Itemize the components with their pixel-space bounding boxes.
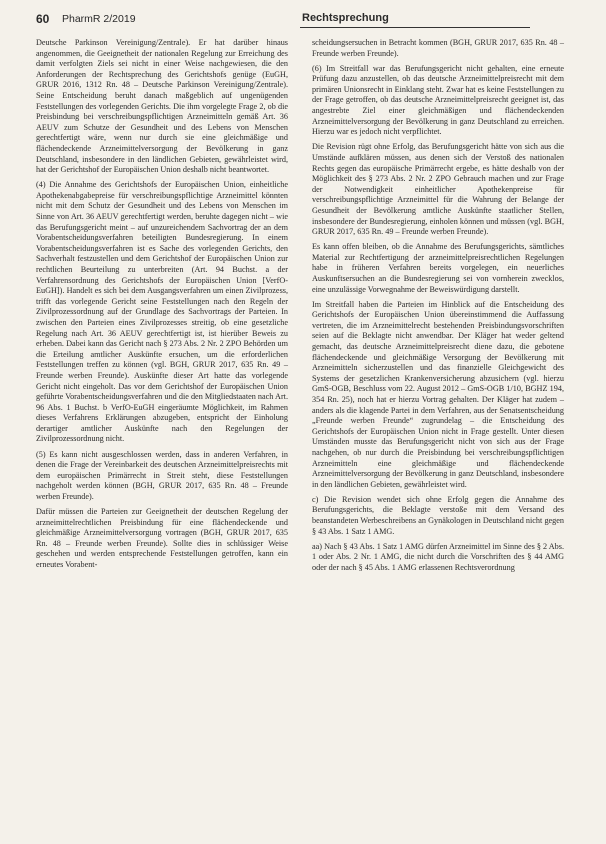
header-rule [300, 27, 530, 28]
paragraph: aa) Nach § 43 Abs. 1 Satz 1 AMG dürfen Arzneimittel im Sinne des § 2 Abs. 1 oder Abs. 2 Nr. 1 AMG, die nicht durch die Vorschriften des § 44 AMG oder der nach § 45 Abs. 1 AMG erlassenen Rechtsverordnung [312, 541, 564, 572]
paragraph: Es kann offen bleiben, ob die Annahme des Berufungsgerichts, sämtliches Material zur Rechtfertigung der arzneimittelpreisrechtlichen Regelungen habe in früheren Verfahren bereits vorgelegen, ein neuerliches Auskunftsersuchen an die Bundesregierung sei von vornherein zwecklos, eine unzulässige Vorwegnahme der Beweiswürdigung darstellt. [312, 242, 564, 294]
paragraph: (6) Im Streitfall war das Berufungsgericht nicht gehalten, eine erneute Prüfung dazu anzustellen, ob das deutsche Arzneimittelpreisrecht mit dem primären Unionsrecht in Einklang steht. Zwar hat es keine Feststellungen zu der Frage getroffen, ob das deutsche Arzneimittelpreisrecht geeignet ist, das angestrebte Ziel einer gleichmäßigen und flächendeckenden Arzneimittelversorgung der Bevölkerung in ganz Deutschland zu erreichen. Hierzu war es jedoch nicht verpflichtet. [312, 63, 564, 137]
page-number: 60 [36, 12, 50, 26]
paragraph: (4) Die Annahme des Gerichtshofs der Europäischen Union, einheitliche Apothekenabgabepreise für verschreibungspflichtige Arzneimittel könnten nicht mit dem Schutz der Gesundheit und des Lebens von Menschen im Sinne von Art. 36 AEUV gerechtfertigt werden, beruhte dagegen nicht – wie das Berufungsgericht meint – auf unzureichendem Sachvortrag der an dem Vorabentscheidungsverfahren beteiligten Bundesregierung. In einem Vorabentscheidungsverfahren ist es Sache des vorlegenden Gerichts, den Sachverhalt festzustellen und dem Gerichtshof der Europäischen Union zur rechtlichen Beurteilung zu unterbreiten (Art. 94 Buchst. a der Verfahrensordnung des Gerichtshofs der Europäischen Union [VerfO-EuGH]). Handelt es sich bei dem Ausgangsverfahren um einen Zivilprozess, trifft das vorlegende Gericht seine Feststellungen nach den Regeln der Zivilprozessordnung auf der Grundlage des Sachvortrags der Parteien. In zwischen den Parteien eines Zivilprozesses streitig, ob eine gesetzliche Regelung nach Art. 36 AEUV gerechtfertigt ist, ist hierüber Beweis zu erheben. Dabei kann das Gericht nach § 273 Abs. 2 Nr. 2 ZPO Behörden um die Erteilung amtlicher Auskünfte ersuchen, um die erforderlichen Feststellungen treffen zu können (vgl. BGH, GRUR 2017, 635 Rn. 49 – Freunde werben Freunde). Auskünfte dieser Art hatte das vorlegende Gericht nicht eingeholt. Das vor dem Gerichtshof der Europäischen Union geführte Vorabentscheidungsverfahren und die den Mitgliedstaaten nach Art. 96 Abs. 1 Buchst. b VerfO-EuGH eingeräumte Möglichkeit, im Rahmen dieses Verfahrens Erklärungen abzugeben, entspricht der Einholung derartiger amtlicher Auskünfte nach den Regelungen der Zivilprozessordnung nicht. [36, 180, 288, 444]
paragraph: Die Revision rügt ohne Erfolg, das Berufungsgericht hätte von sich aus die Umstände aufklären müssen, aus denen sich der Verstoß des nationalen Rechts gegen das europäische Primärrecht ergebe, es hätte deshalb von der Möglichkeit des § 273 Abs. 2 Nr. 2 ZPO Gebrauch machen und zur Frage der Notwendigkeit einheitlicher Apothekenpreise für verschreibungspflichtige Arzneimittel für die Wahrung der Belange der Gesundheit der Bevölkerung amtliche Auskünfte staatlicher Stellen, insbesondere der Bundesregierung, einholen können und müssen (vgl. BGH, GRUR 2017, 635 Rn. 49 – Freunde werben Freunde). [312, 142, 564, 237]
left-column [36, 38, 288, 575]
paragraph: scheidungsersuchen in Betracht kommen (BGH, GRUR 2017, 635 Rn. 48 – Freunde werben Freunde). [312, 38, 564, 58]
paragraph: (5) Es kann nicht ausgeschlossen werden, dass in anderen Verfahren, in denen die Frage der Vereinbarkeit des deutschen Arzneimittelpreisrechts mit dem europäischen Primärrecht in Streit steht, diese Feststellungen nachgeholt werden können (BGH, GRUR 2017, 635 Rn. 48 – Freunde werben Freunde). [36, 449, 288, 501]
right-column [312, 38, 564, 578]
paragraph: Deutsche Parkinson Vereinigung/Zentrale). Er hat darüber hinaus angenommen, die Geeignetheit der nationalen Regelung zur Erreichung des damit verfolgten Ziels sei nicht in einer Weise nachgewiesen, die den Anforderungen der Rechtsprechung des Gerichtshofs genüge (EuGH, GRUR 2016, 1312 Rn. 48 – Deutsche Parkinson Vereinigung/Zentrale). Seine Entscheidung beruht danach maßgeblich auf ungenügenden Feststellungen des vorlegenden Gerichts. Die ihm vorgelegte Frage 2, ob die Preisbindung bei verschreibungspflichtigen Arzneimitteln gemäß Art. 36 AEUV zum Schutze der Gesundheit und des Lebens von Menschen gerechtfertigt wäre, wenn nur durch sie eine gleichmäßige und flächendeckende Arzneimittelversorgung der Bevölkerung in ganz Deutschland, insbesondere in den ländlichen Gebieten, gewährleistet wird, hat der Gerichtshof der Europäischen Union deshalb nicht beantwortet. [36, 38, 288, 175]
page-header [36, 8, 576, 30]
paragraph: Im Streitfall haben die Parteien im Hinblick auf die Entscheidung des Gerichtshofs der Europäischen Union übereinstimmend die Auffassung vertreten, die im Arzneimittelrecht bestehenden Preisbindungsvorschriften seien auf die Beklagte nicht anwendbar. Der Kläger hat weder geltend gemacht, das deutsche Arzneimittelpreisrecht diene dazu, die gebotene flächendeckende und gleichmäßige Versorgung der Bevölkerung mit Arzneimitteln sicherzustellen und das finanzielle Gleichgewicht des Systems der gesetzlichen Krankenversicherung abzusichern (vgl. hierzu GmS-OGB, Beschluss vom 22. August 2012 – GmS-OGB 1/10, BGHZ 194, 354 Rn. 25), noch hat er hierzu Vortrag gehalten. Der Kläger hat zudem – anders als die klagende Partei in dem Verfahren, aus der Senatsentscheidung „Freunde werben Freunde“ zugrundelag – die Entscheidung des Gerichtshofs der Europäischen Union nicht in Frage gestellt. Unter diesen Umständen musste das Berufungsgericht nicht von sich aus der Frage nachgehen, ob nur durch die Preisbindung bei verschreibungspflichtigen Arzneimitteln eine gleichmäßige und flächendeckende Arzneimittelversorgung der Bevölkerung in ganz Deutschland, insbesondere in den ländlichen Gebieten, gewährleistet wird. [312, 299, 564, 489]
section-title: Rechtsprechung [302, 12, 389, 24]
paragraph: c) Die Revision wendet sich ohne Erfolg gegen die Annahme des Berufungsgerichts, die Beklagte verstoße mit dem Versand des beanstandeten Werbeschreibens an Gynäkologen in Deutschland nicht gegen § 43 Abs. 1 Satz 1 AMG. [312, 494, 564, 536]
paragraph: Dafür müssen die Parteien zur Geeignetheit der deutschen Regelung der arzneimittelrechtlichen Preisbindung für eine flächendeckende und gleichmäßige Arzneimittelversorgung vortragen (BGH, GRUR 2017, 635 Rn. 48 – Freunde werben Freunde). Sollte dies in schlüssiger Weise geschehen und werden entsprechende Feststellungen getroffen, kann ein erneutes Vorabent- [36, 507, 288, 569]
journal-citation: PharmR 2/2019 [62, 13, 136, 25]
